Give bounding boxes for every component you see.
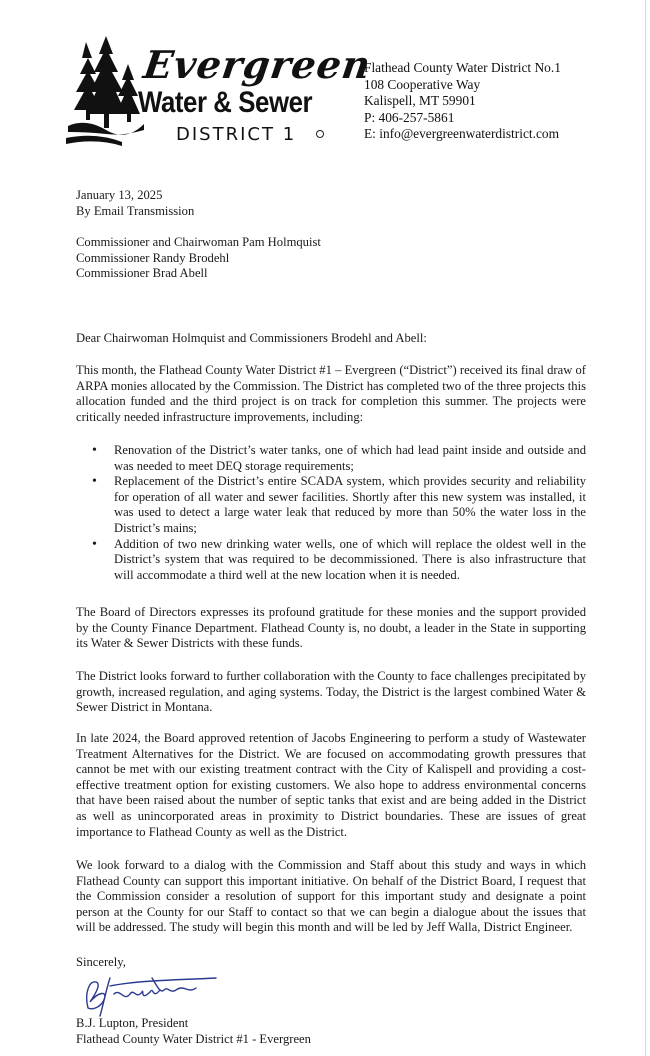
address-line: 108 Cooperative Way	[364, 76, 481, 92]
signer-name-title: B.J. Lupton, President	[76, 1016, 189, 1030]
bullet-item: • Replacement of the District’s entire SCADA system, which provides security and reliability for operation of all water and sewer facilities. Shortly after this new system was installed, it was used to detect a large water leak that reduced by more than 50% the water loss in the District’s mains;	[76, 474, 586, 536]
bullet-item: • Renovation of the District’s water tanks, one of which had lead paint inside and outside and was needed to meet DEQ storage requirements;	[76, 443, 586, 474]
brand-district-label: DISTRICT 1	[176, 124, 297, 145]
recipient-line: Commissioner Randy Brodehl	[76, 250, 230, 265]
signature-block	[76, 1016, 586, 1047]
body-paragraph-3: The District looks forward to further collaboration with the County to face challenges precipitated by growth, increased regulation, and aging systems. Today, the District is the largest combined Water & Sewer District in Montana.	[76, 669, 586, 715]
brand-dot-mark	[316, 130, 324, 138]
brand-main-name: Water & Sewer	[138, 86, 313, 119]
address-line: P: 406-257-5861	[364, 109, 455, 125]
delivery-method: By Email Transmission	[76, 203, 195, 218]
address-line: Flathead County Water District No.1	[364, 60, 561, 75]
letterhead-address	[364, 60, 561, 143]
closing: Sincerely,	[76, 955, 126, 969]
body-paragraph-5: We look forward to a dialog with the Commission and Staff about this study and ways in which Flathead County can support this important initiative. On behalf of the District Board, I request that the Commission consider a resolution of support for this important study and designate a point person at the County for our Staff to contact so that we can begin a dialogue about the issues that will be addressed. The study will begin this month and will be led by Jeff Walla, District Engineer.	[76, 858, 586, 935]
brand-script-name: Evergreen	[140, 42, 374, 87]
letter-date: January 13, 2025	[76, 188, 163, 202]
salutation: Dear Chairwoman Holmquist and Commissioners Brodehl and Abell:	[76, 331, 427, 345]
district-logo	[66, 34, 374, 156]
date-block	[76, 188, 586, 219]
project-bullet-list	[76, 443, 586, 583]
evergreen-tree-icon	[66, 34, 146, 156]
address-line: Kalispell, MT 59901	[364, 93, 476, 108]
signer-organization: Flathead County Water District #1 - Evergreen	[76, 1031, 311, 1046]
body-paragraph-1: This month, the Flathead County Water District #1 – Evergreen (“District”) received its final draw of ARPA monies allocated by the Commission. The District has completed two of the three projects this allocation funded and the third project is on track for completion this summer. The projects were critically needed infrastructure improvements, including:	[76, 363, 586, 424]
recipient-line: Commissioner and Chairwoman Pam Holmquist	[76, 235, 321, 249]
recipient-block	[76, 235, 586, 282]
body-paragraph-4: In late 2024, the Board approved retention of Jacobs Engineering to perform a study of Wastewater Treatment Alternatives for the District. We are focused on accommodating growth pressures that cannot be met with our existing treatment contract with the City of Kalispell and providing a cost-effective treatment option for existing customers. We also hope to address environmental concerns that have been raised about the number of septic tanks that exist and are being added in the District as well as unincorporated areas in proximity to District boundaries. These are issues of great importance to Flathead County as well as the District.	[76, 731, 586, 839]
bullet-item: • Addition of two new drinking water wells, one of which will replace the oldest well in the District’s system that was required to be decommissioned. There is also infrastructure that will accommodate a third well at the new location when it is needed.	[76, 537, 586, 584]
body-paragraph-2: The Board of Directors expresses its profound gratitude for these monies and the support provided by the County Finance Department. Flathead County is, no doubt, a leader in the State in supporting its Water & Sewer Districts with these funds.	[76, 605, 586, 651]
address-line: E: info@evergreenwaterdistrict.com	[364, 126, 560, 141]
recipient-line: Commissioner Brad Abell	[76, 266, 208, 281]
page-edge-line	[645, 0, 646, 1056]
